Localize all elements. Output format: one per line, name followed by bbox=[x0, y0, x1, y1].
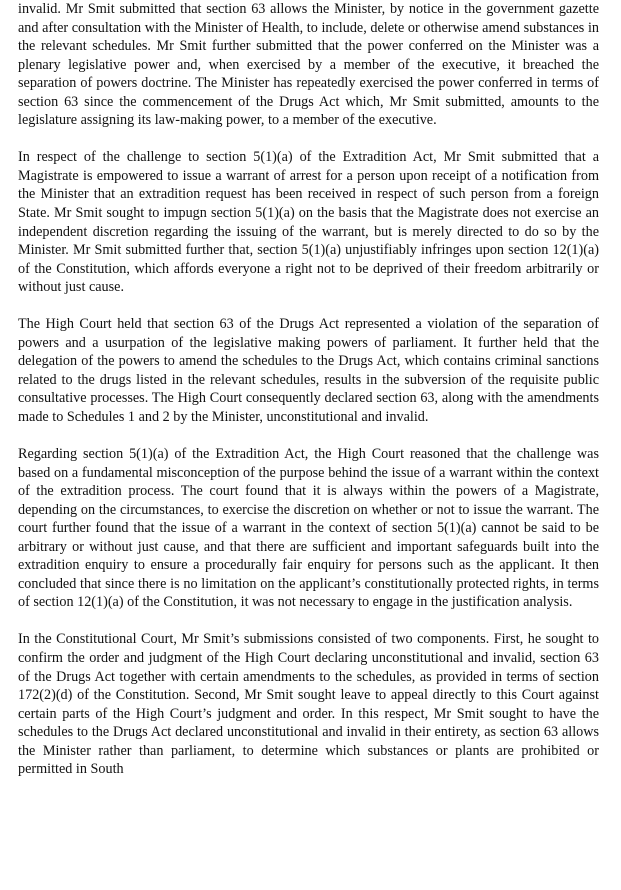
document-page bbox=[18, 0, 599, 797]
paragraph-extradition-act-submission: In respect of the challenge to section 5(1)(a) of the Extradition Act, Mr Smit submitted that a Magistrate is empowered to issue a warrant of arrest for a person upon receipt of a notification from the Minister that an extradition request has been received in respect of such person from a foreign State. Mr Smit sought to impugn section 5(1)(a) on the basis that the Magistrate does not exercise an independent discretion regarding the issuing of the warrant, but is merely directed to do so by the Minister. Mr Smit submitted further that, section 5(1)(a) unjustifiably infringes upon section 12(1)(a) of the Constitution, which affords everyone a right not to be deprived of their freedom arbitrarily or without just cause. bbox=[18, 149, 599, 296]
paragraph-high-court-extradition-holding: Regarding section 5(1)(a) of the Extradition Act, the High Court reasoned that the challenge was based on a fundamental misconception of the purpose behind the issue of a warrant within the context of the extradition process. The court found that it is always within the powers of a Magistrate, depending on the circumstances, to exercise the discretion on whether or not to issue the warrant. The court further found that the issue of a warrant in the context of section 5(1)(a) cannot be said to be arbitrary or without just cause, and that there are sufficient and important safeguards built into the extradition enquiry to ensure a procedurally fair enquiry for persons such as the applicant. It then concluded that since there is no limitation on the applicant’s constitutionally protected rights, in terms of section 12(1)(a) of the Constitution, it was not necessary to engage in the justification analysis. bbox=[18, 445, 599, 611]
paragraph-constitutional-court-submissions: In the Constitutional Court, Mr Smit’s submissions consisted of two components. First, he sought to confirm the order and judgment of the High Court declaring unconstitutional and invalid, section 63 of the Drugs Act together with certain amendments to the schedules, as provided in terms of section 172(2)(d) of the Constitution. Second, Mr Smit sought leave to appeal directly to this Court against certain parts of the High Court’s judgment and order. In this respect, Mr Smit sought to have the schedules to the Drugs Act declared unconstitutional and invalid in their entirety, as section 63 allows the Minister rather than parliament, to determine which substances or plants are prohibited or permitted in South bbox=[18, 631, 599, 778]
paragraph-drugs-act-submission: invalid. Mr Smit submitted that section 63 allows the Minister, by notice in the government gazette and after consultation with the Minister of Health, to include, delete or otherwise amend substances in the relevant schedules. Mr Smit further submitted that the power conferred on the Minister was a plenary legislative power and, when exercised by a member of the executive, it breached the separation of powers doctrine. The Minister has repeatedly exercised the power conferred in terms of section 63 since the commencement of the Drugs Act which, Mr Smit submitted, amounts to the legislature assigning its law-making power, to a member of the executive. bbox=[18, 1, 599, 129]
paragraph-high-court-drugs-act-holding: The High Court held that section 63 of the Drugs Act represented a violation of the separation of powers and a usurpation of the legislative making powers of parliament. It further held that the delegation of the powers to amend the schedules to the Drugs Act, which contains criminal sanctions related to the drugs listed in the relevant schedules, results in the subversion of the requisite public consultative processes. The High Court consequently declared section 63, along with the amendments made to Schedules 1 and 2 by the Minister, unconstitutional and invalid. bbox=[18, 316, 599, 425]
